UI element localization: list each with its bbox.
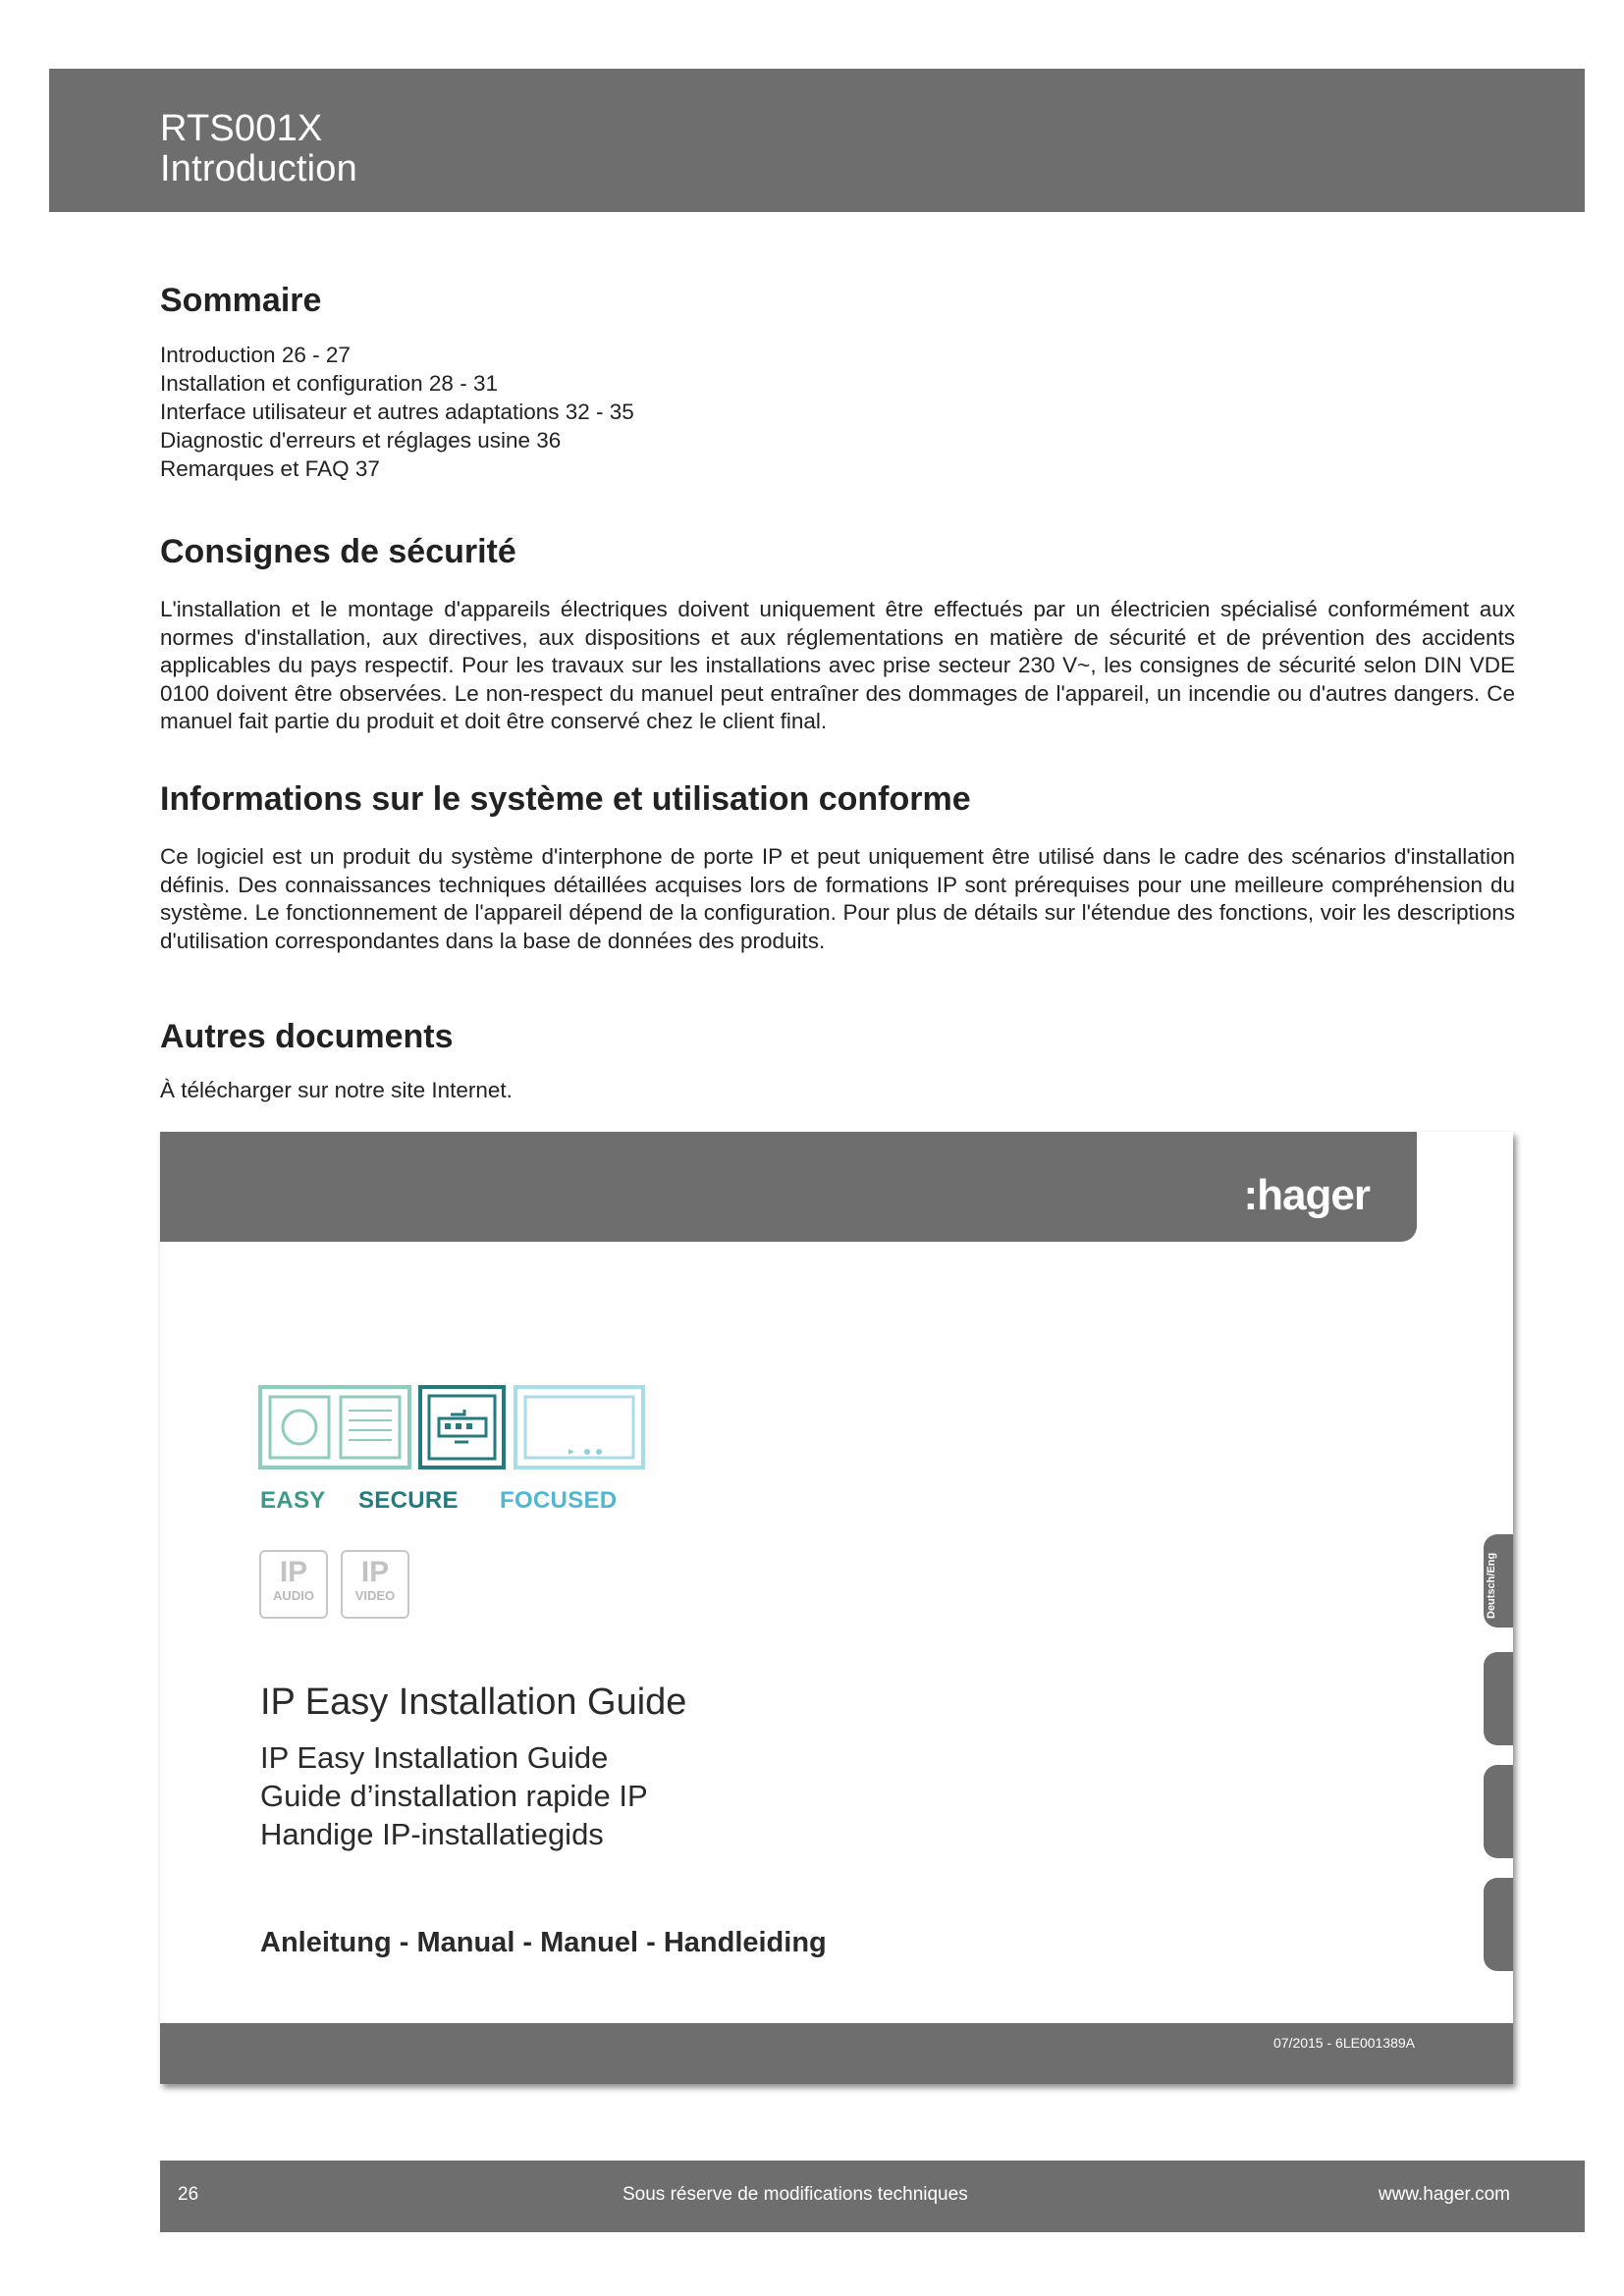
- toc-item: Remarques et FAQ 37: [160, 456, 380, 481]
- product-icons: [258, 1385, 651, 1478]
- screen-icon: [515, 1387, 643, 1468]
- cover-top-band: [160, 1132, 1417, 1242]
- guide-cover-image: [160, 1132, 1513, 2084]
- table-of-contents: [160, 341, 634, 483]
- language-tab: [1484, 1878, 1513, 1971]
- cover-subtitle-nl: Handige IP-installatiegids: [260, 1817, 604, 1851]
- badge-ip-text: IP: [360, 1556, 390, 1588]
- ip-video-badge: [341, 1550, 409, 1619]
- page-number: 26: [178, 2184, 199, 2205]
- secure-label: SECURE: [358, 1487, 459, 1514]
- toc-item: Installation et configuration 28 - 31: [160, 371, 498, 396]
- cover-subtitle-fr: Guide d’installation rapide IP: [260, 1779, 648, 1813]
- language-tab: [1484, 1765, 1513, 1858]
- badge-audio-text: AUDIO: [273, 1588, 314, 1603]
- section-title: Introduction: [160, 148, 357, 189]
- informations-paragraph: Ce logiciel est un produit du système d'interphone de porte IP et peut uniquement être utilisé dans le cadre des scénarios d'installation définis. Des connaissances techniques détaillées acquises lors de formations IP sont prérequises pour une meilleure compréhension du système. Le fonctionnement de l'appareil dépend de la configuration. Pour plus de détails sur l'étendue des fonctions, voir les descriptions d'utilisation correspondantes dans la base de données des produits.: [160, 844, 1515, 953]
- header-band: [49, 69, 1585, 212]
- toc-item: Diagnostic d'erreurs et réglages usine 36: [160, 428, 562, 453]
- language-tab: [1484, 1652, 1513, 1745]
- cover-bottom-band: [160, 2023, 1513, 2084]
- footer-band: [160, 2161, 1585, 2232]
- autres-heading: Autres documents: [160, 1018, 454, 1055]
- language-tab: [1484, 1534, 1513, 1628]
- informations-heading: Informations sur le système et utilisation conforme: [160, 780, 971, 818]
- footer-website: www.hager.com: [1378, 2184, 1510, 2205]
- cover-document-code: 07/2015 - 6LE001389A: [1272, 2035, 1415, 2051]
- sommaire-heading: Sommaire: [160, 282, 322, 319]
- document-model: RTS001X: [160, 108, 323, 149]
- language-tab-label: Deutsch/Eng: [1486, 1552, 1497, 1619]
- network-switch-icon: [420, 1387, 504, 1468]
- hager-logo: :hager: [1243, 1171, 1370, 1219]
- toc-item: Interface utilisateur et autres adaptations 32 - 35: [160, 400, 634, 424]
- focused-label: FOCUSED: [500, 1487, 618, 1514]
- cover-manual-line: Anleitung - Manual - Manuel - Handleiding: [260, 1927, 827, 1958]
- panel-icon: [260, 1387, 409, 1468]
- badge-ip-text: IP: [279, 1556, 308, 1588]
- badge-video-text: VIDEO: [354, 1588, 396, 1603]
- cover-subtitle-en: IP Easy Installation Guide: [260, 1740, 609, 1775]
- cover-title: IP Easy Installation Guide: [260, 1682, 687, 1723]
- toc-item: Introduction 26 - 27: [160, 343, 351, 367]
- ip-audio-badge: [259, 1550, 328, 1619]
- footer-notice: Sous réserve de modifications techniques: [623, 2184, 968, 2205]
- autres-paragraph: À télécharger sur notre site Internet.: [160, 1078, 513, 1102]
- securite-heading: Consignes de sécurité: [160, 533, 516, 570]
- easy-label: EASY: [260, 1487, 326, 1514]
- securite-paragraph: L'installation et le montage d'appareils électriques doivent uniquement être effectués par un électricien spécialisé conformément aux normes d'installation, aux directives, aux dispositions et aux réglementations en matière de sécurité et de prévention des accidents applicables du pays respectif. Pour les travaux sur les installations avec prise secteur 230 V~, les consignes de sécurité selon DIN VDE 0100 doivent être observées. Le non-respect du manuel peut entraîner des dommages de l'appareil, un incendie ou d'autres dangers. Ce manuel fait partie du produit et doit être conservé chez le client final.: [160, 597, 1515, 733]
